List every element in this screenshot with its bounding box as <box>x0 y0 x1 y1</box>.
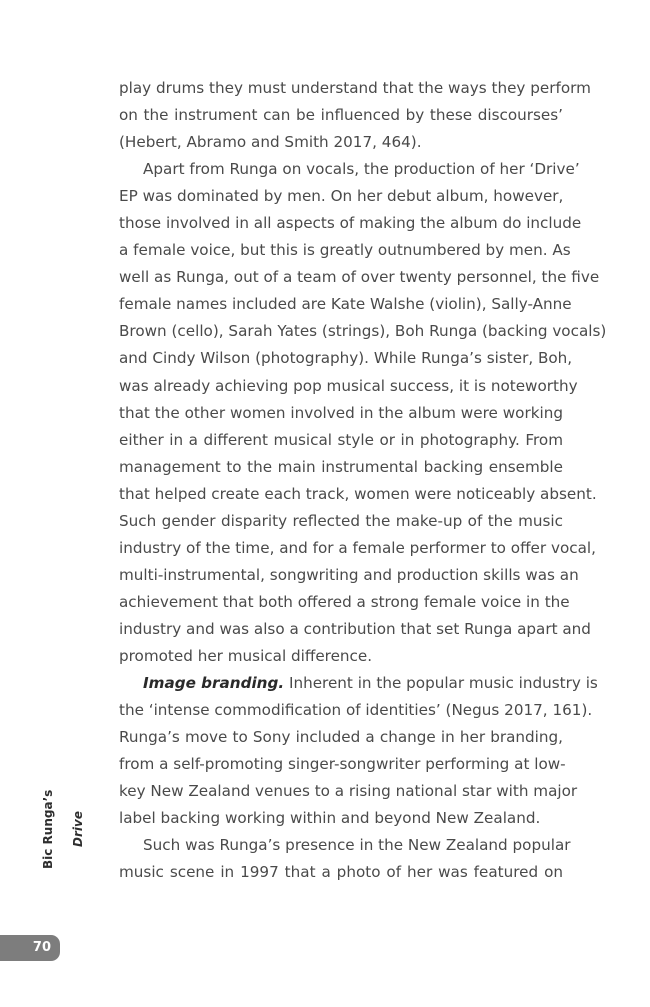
text-line: Apart from Runga on vocals, the production of her ‘Drive’ <box>143 160 580 179</box>
text-line: (Hebert, Abramo and Smith 2017, 464). <box>119 133 422 152</box>
page-number: 70 <box>0 935 60 961</box>
text-line: those involved in all aspects of making the album do include <box>119 214 582 233</box>
text-line: achievement that both offered a strong female voice in the <box>119 592 570 611</box>
text-line: label backing working within and beyond New Zealand. <box>119 809 541 828</box>
text-line: that the other women involved in the album were working <box>119 403 563 422</box>
text-line: well as Runga, out of a team of over twenty personnel, the five <box>119 268 600 287</box>
text-line: and Cindy Wilson (photography). While Runga’s sister, Boh, <box>119 349 573 368</box>
running-head-prefix: Bic Runga’s <box>41 789 55 869</box>
text-line: play drums they must understand that the ways they perform <box>119 79 591 97</box>
text-line: promoted her musical difference. <box>119 646 373 665</box>
text-line: a female voice, but this is greatly outnumbered by men. As <box>119 241 571 260</box>
text-line: Brown (cello), Sarah Yates (strings), Boh Runga (backing vocals) <box>119 322 607 341</box>
text-line: that helped create each track, women were noticeably absent. <box>119 484 597 503</box>
text-line: EP was dominated by men. On her debut album, however, <box>119 187 564 206</box>
section-heading: Image branding. <box>143 674 285 693</box>
section-first-line <box>119 670 598 697</box>
running-head-title: Drive <box>71 811 85 847</box>
running-head <box>33 774 85 884</box>
text-line: from a self-promoting singer-songwriter performing at low- <box>119 755 566 774</box>
text-line: either in a different musical style or in photography. From <box>119 430 563 449</box>
text-line: the ‘intense commodification of identities’ (Negus 2017, 161). <box>119 701 593 720</box>
text-line: female names included are Kate Walshe (violin), Sally-Anne <box>119 295 572 314</box>
text-line: Runga’s move to Sony included a change in her branding, <box>119 728 563 747</box>
text-line: was already achieving pop musical success, it is noteworthy <box>119 376 578 395</box>
text-line: multi-instrumental, songwriting and production skills was an <box>119 565 579 584</box>
text-line: music scene in 1997 that a photo of her was featured on <box>119 863 563 882</box>
text-line: on the instrument can be influenced by these discourses’ <box>119 106 563 125</box>
text-line: management to the main instrumental backing ensemble <box>119 457 563 476</box>
text-line: Such gender disparity reflected the make-up of the music <box>119 511 563 530</box>
section-text: Inherent in the popular music industry is <box>288 674 598 693</box>
text-line: key New Zealand venues to a rising national star with major <box>119 782 578 801</box>
text-line: industry and was also a contribution that set Runga apart and <box>119 619 591 638</box>
body-text <box>119 75 607 886</box>
text-line: industry of the time, and for a female performer to offer vocal, <box>119 538 596 557</box>
text-line: Such was Runga’s presence in the New Zealand popular <box>143 836 571 855</box>
